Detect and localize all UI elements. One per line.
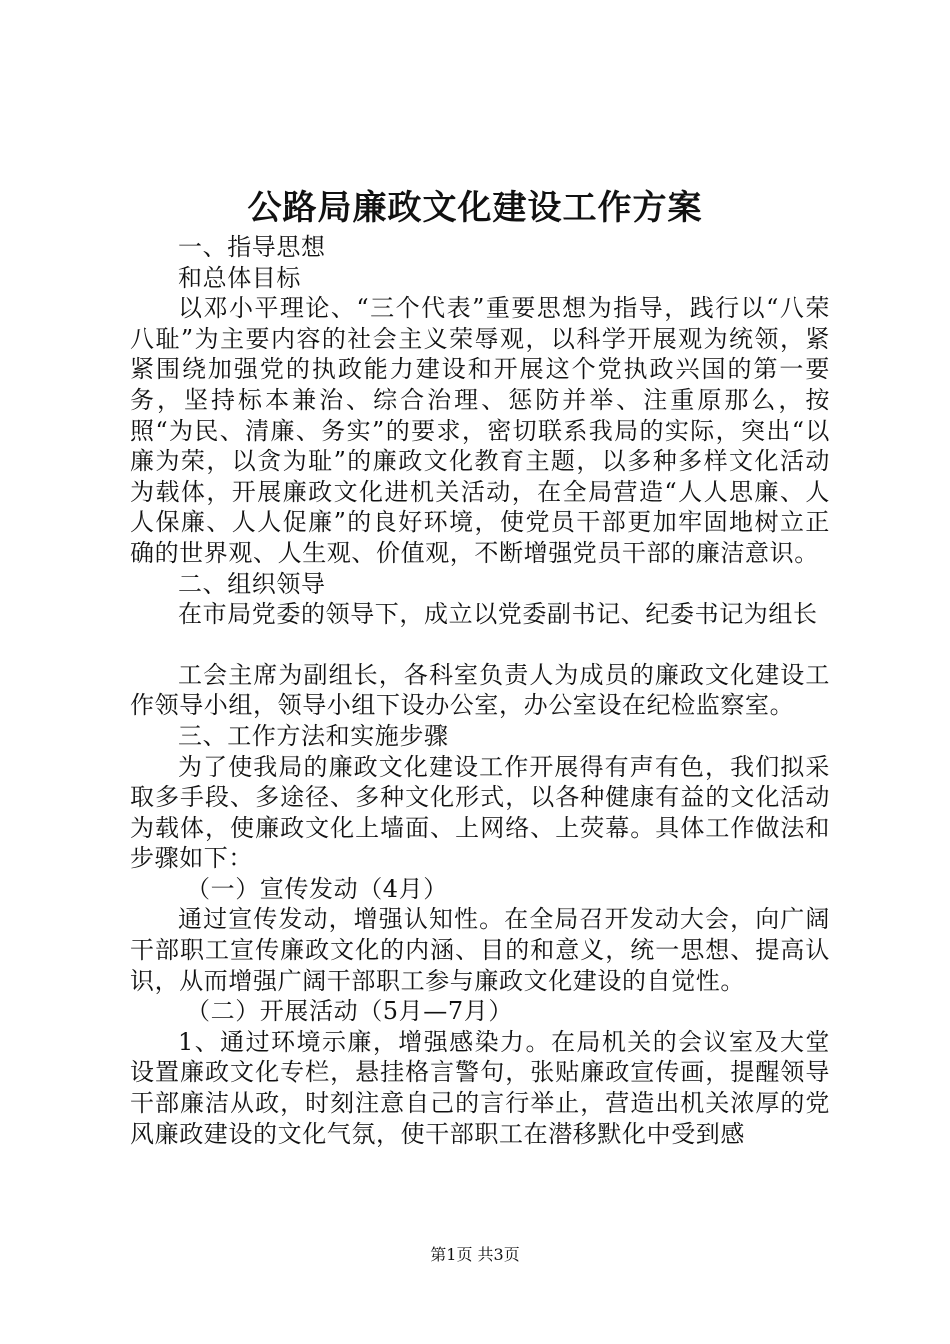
body-paragraph: 1、通过环境示廉，增强感染力。在局机关的会议室及大堂设置廉政文化专栏，悬挂格言警句，张贴廉政宣传画，提醒领导干部廉洁从政，时刻注意自己的言行举止，营造出机关浓厚的党风廉政建设的文化气氛，使干部职工在潜移默化中受到感 <box>130 1027 830 1148</box>
section-heading: 一、指导思想 <box>178 233 326 261</box>
page-number: 第1页 共3页 <box>430 1245 520 1264</box>
body-paragraph: 通过宣传发动，增强认知性。在全局召开发动大会，向广阔干部职工宣传廉政文化的内涵、目的和意义，统一思想、提高认识，从而增强广阔干部职工参与廉政文化建设的自觉性。 <box>130 905 830 995</box>
section-heading: 三、工作方法和实施步骤 <box>178 721 449 750</box>
body-paragraph: 以邓小平理论、“三个代表”重要思想为指导，践行以“八荣八耻”为主要内容的社会主义荣辱观，以科学开展观为统领，紧紧围绕加强党的执政能力建设和开展这个党执政兴国的第一要务，坚持标本兼治、综合治理、惩防并举、注重原那么，按照“为民、清廉、务实”的要求，密切联系我局的实际，突出“以廉为荣，以贪为耻”的廉政文化教育主题，以多种多样文化活动为载体，开展廉政文化进机关活动，在全局营造“人人思廉、人人保廉、人人促廉”的良好环境，使党员干部更加牢固地树立正确的世界观、人生观、价值观，不断增强党员干部的廉洁意识。 <box>130 294 830 567</box>
body-paragraph: 在市局党委的领导下，成立以党委副书记、纪委书记为组长 <box>178 600 818 629</box>
subsection-heading: （二）开展活动（5月—7月） <box>186 997 513 1026</box>
body-paragraph: 为了使我局的廉政文化建设工作开展得有声有色，我们拟采取多手段、多途径、多种文化形式，以各种健康有益的文化活动为载体，使廉政文化上墙面、上网络、上荧幕。具体工作做法和步骤如下： <box>130 752 830 873</box>
document-body <box>130 232 830 1149</box>
subsection-heading: （一）宣传发动（4月） <box>186 874 448 903</box>
paragraph-gap <box>130 630 830 660</box>
section-heading: 二、组织领导 <box>178 569 326 598</box>
document-title: 公路局廉政文化建设工作方案 <box>247 188 703 228</box>
body-paragraph: 工会主席为副组长，各科室负责人为成员的廉政文化建设工作领导小组，领导小组下设办公室，办公室设在纪检监察室。 <box>130 660 830 720</box>
section-heading-continued: 和总体目标 <box>178 263 301 292</box>
